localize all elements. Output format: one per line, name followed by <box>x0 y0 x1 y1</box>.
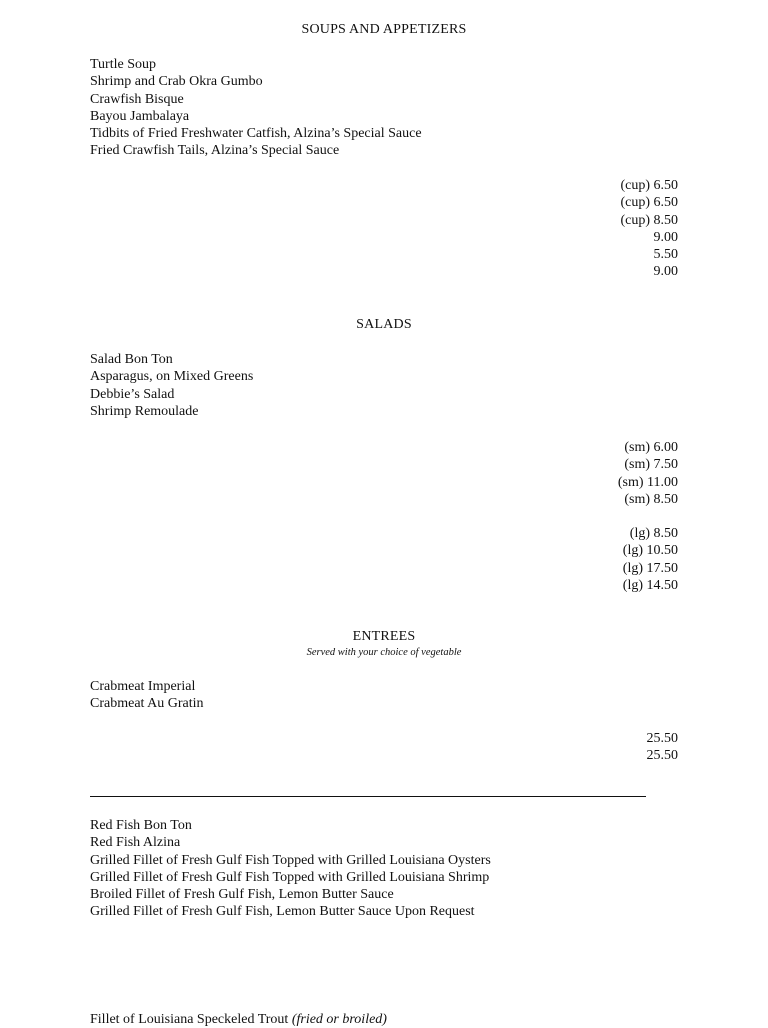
menu-item: Crabmeat Au Gratin <box>90 696 204 712</box>
salads-small-price-list <box>618 439 678 508</box>
menu-price: 25.50 <box>646 731 678 746</box>
menu-price: (lg) 8.50 <box>629 526 678 541</box>
menu-price: 9.00 <box>653 229 678 245</box>
menu-item: Salad Bon Ton <box>90 352 173 367</box>
menu-price: 5.50 <box>653 247 678 263</box>
menu-item: Turtle Soup <box>90 57 157 72</box>
menu-item: Broiled Fillet of Fresh Gulf Fish, Lemon Butter Sauce <box>90 887 394 903</box>
menu-item: Shrimp Remoulade <box>90 403 199 419</box>
section-heading-salads: SALADS <box>356 317 412 332</box>
menu-item: Crawfish Bisque <box>90 91 184 107</box>
menu-price: 9.00 <box>653 264 678 280</box>
entrees-crab-price-list <box>647 730 679 765</box>
trout-item-name: Fillet of Louisiana Speckeled Trout <box>90 1012 289 1027</box>
menu-price: (lg) 17.50 <box>622 560 678 576</box>
menu-price: (sm) 7.50 <box>624 457 678 473</box>
entrees-crab-item-list <box>90 678 204 713</box>
menu-item: Debbie’s Salad <box>90 386 175 402</box>
menu-price: (cup) 6.50 <box>620 195 678 211</box>
menu-item: Tidbits of Fried Freshwater Catfish, Alzina’s Special Sauce <box>90 126 422 142</box>
salads-item-list <box>90 351 253 420</box>
entrees-trout-item-list <box>90 1011 387 1028</box>
menu-item: Red Fish Bon Ton <box>90 818 192 833</box>
soups-price-list <box>620 177 678 281</box>
menu-price: (lg) 14.50 <box>622 577 678 593</box>
menu-item: Red Fish Alzina <box>90 835 181 851</box>
menu-price: (sm) 11.00 <box>617 474 678 490</box>
menu-item: Fried Crawfish Tails, Alzina’s Special Sauce <box>90 143 340 159</box>
menu-item: Bayou Jambalaya <box>90 108 190 124</box>
trout-item-note: (fried or broiled) <box>291 1012 387 1027</box>
menu-price: (sm) 6.00 <box>624 440 678 455</box>
section-subheading-entrees: Served with your choice of vegetable <box>306 647 462 658</box>
menu-item: Shrimp and Crab Okra Gumbo <box>90 74 263 90</box>
section-divider <box>90 796 646 797</box>
menu-item: Grilled Fillet of Fresh Gulf Fish Topped with Grilled Louisiana Shrimp <box>90 869 490 885</box>
menu-price: (cup) 8.50 <box>620 212 678 228</box>
salads-large-price-list <box>623 525 678 594</box>
menu-item: Grilled Fillet of Fresh Gulf Fish, Lemon Butter Sauce Upon Request <box>90 904 475 920</box>
menu-item: Grilled Fillet of Fresh Gulf Fish Topped with Grilled Louisiana Oysters <box>90 852 491 868</box>
menu-price: (sm) 8.50 <box>624 491 678 507</box>
menu-item: Asparagus, on Mixed Greens <box>90 369 254 385</box>
menu-price: (cup) 6.50 <box>620 178 678 193</box>
menu-price: (lg) 10.50 <box>622 543 678 559</box>
menu-price: 25.50 <box>646 748 678 764</box>
soups-item-list <box>90 56 422 160</box>
menu-item: Crabmeat Imperial <box>90 679 196 694</box>
section-heading-soups: SOUPS AND APPETIZERS <box>301 22 467 37</box>
section-heading-entrees: ENTREES <box>352 629 416 644</box>
entrees-fish-item-list <box>90 817 491 921</box>
menu-item <box>90 1011 387 1028</box>
